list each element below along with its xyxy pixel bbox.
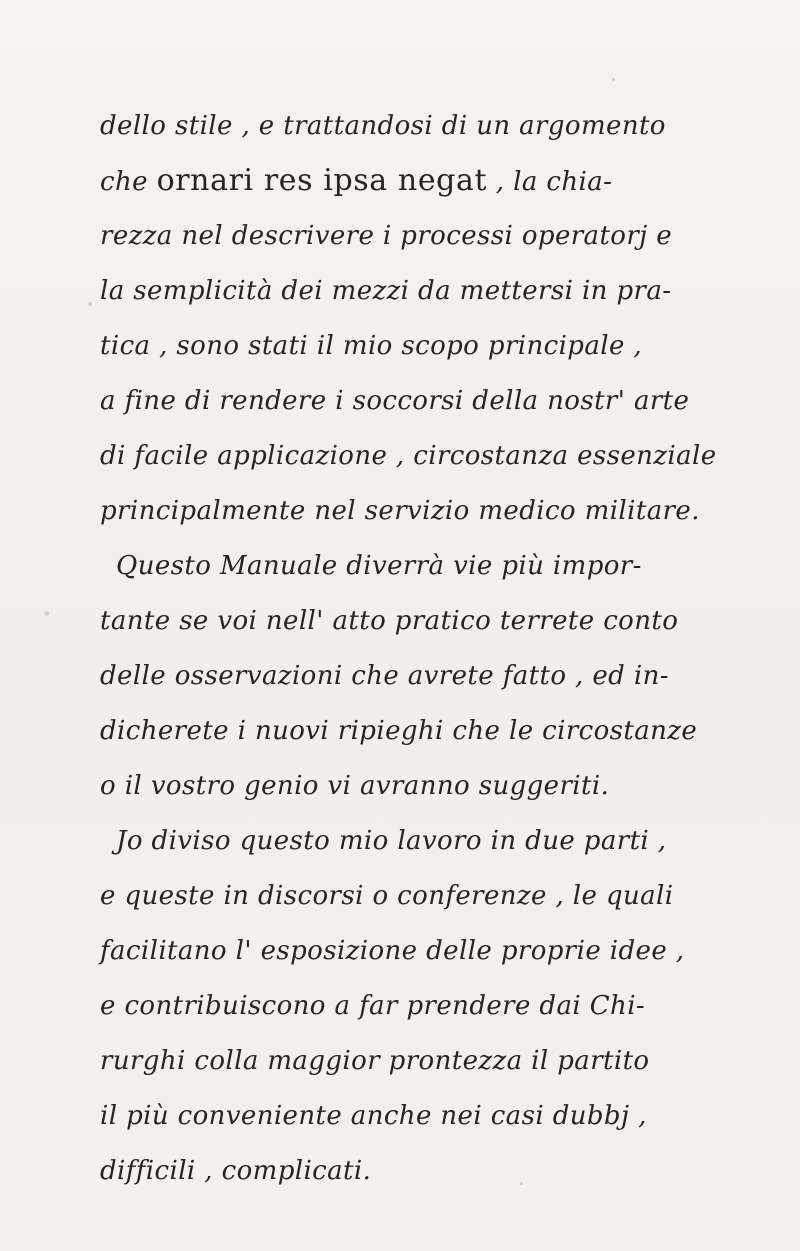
text-line-7: di facile applicazione , circostanza essenziale [100,441,717,471]
text-line-2-start: che [100,167,148,197]
text-line-9: Questo Manuale diverrà vie più impor- [116,551,642,581]
paper-speck [520,1182,523,1185]
text-line-12: dicherete i nuovi ripieghi che le circostanze [100,716,698,746]
text-line-4: la semplicità dei mezzi da mettersi in pra- [100,276,672,306]
text-line-8: principalmente nel servizio medico militare. [100,496,700,526]
text-line-14: Jo diviso questo mio lavoro in due parti , [116,826,667,856]
text-line-13: o il vostro genio vi avranno suggeriti. [100,771,610,801]
text-line-6: a fine di rendere i soccorsi della nostr' arte [100,386,690,416]
latin-phrase: ornari res ipsa negat [156,163,488,198]
text-line-19: il più conveniente anche nei casi dubbj , [100,1101,647,1131]
text-line-11: delle osservazioni che avrete fatto , ed in- [100,661,669,691]
text-line-2-end: , la chia- [495,167,613,197]
text-line-18: rurghi colla maggior prontezza il partito [100,1046,650,1076]
text-line-10: tante se voi nell' atto pratico terrete conto [100,606,679,636]
text-line-1: dello stile , e trattandosi di un argomento [100,111,666,141]
paper-speck [612,78,615,81]
text-line-16: facilitano l' esposizione delle proprie idee , [100,936,685,966]
text-line-15: e queste in discorsi o conferenze , le quali [100,881,674,911]
text-line-3: rezza nel descrivere i processi operatorj e [100,221,673,251]
text-line-2 [100,163,612,200]
text-line-20: difficili , complicati. [100,1156,372,1186]
paper-speck [44,611,49,616]
text-line-5: tica , sono stati il mio scopo principale , [100,331,643,361]
paper-speck [88,302,92,306]
text-line-17: e contribuiscono a far prendere dai Chi- [100,991,646,1021]
